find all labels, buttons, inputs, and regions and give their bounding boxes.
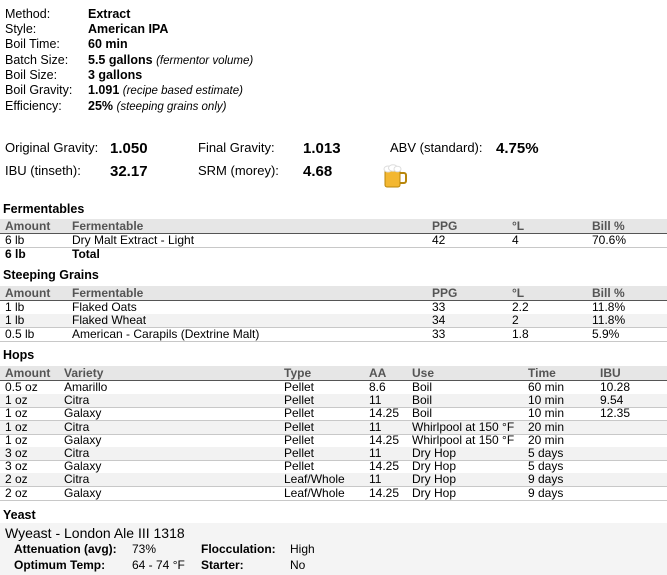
amount-cell: 1 oz	[5, 406, 28, 421]
use-cell: Boil	[412, 393, 433, 408]
table-row	[0, 434, 667, 448]
variety-cell: Amarillo	[64, 380, 108, 394]
og-value: 1.050	[110, 140, 148, 157]
use-cell: Whirlpool at 150 °F	[412, 432, 515, 447]
batch-size-label: Batch Size:	[5, 53, 69, 67]
type-cell: Leaf/Whole	[284, 485, 345, 500]
total-amount: 6 lb	[5, 247, 26, 261]
amount-cell: 1 oz	[5, 393, 28, 408]
col-time: Time	[528, 366, 556, 380]
flocculation-value: High	[290, 542, 315, 556]
ibu-label: IBU (tinseth):	[5, 163, 81, 178]
variety-cell: Galaxy	[64, 459, 102, 474]
use-cell: Dry Hop	[412, 459, 457, 474]
abv-value: 4.75%	[496, 140, 539, 157]
bill-cell: 11.8%	[592, 313, 626, 328]
fg-label: Final Gravity:	[198, 140, 275, 155]
variety-cell: Citra	[64, 446, 90, 460]
table-row	[0, 328, 667, 342]
boil-gravity-label: Boil Gravity:	[5, 83, 73, 97]
type-cell: Pellet	[284, 419, 315, 434]
og-label: Original Gravity:	[5, 140, 99, 155]
aa-cell: 8.6	[369, 380, 386, 394]
aa-cell: 14.25	[369, 406, 400, 421]
use-cell: Whirlpool at 150 °F	[412, 419, 515, 434]
use-cell: Dry Hop	[412, 472, 457, 487]
use-cell: Boil	[412, 380, 433, 394]
steeping-title: Steeping Grains	[3, 268, 99, 282]
total-row	[0, 248, 667, 261]
srm-value: 4.68	[303, 163, 333, 180]
ppg-cell: 33	[432, 300, 446, 314]
fermentable-cell: Flaked Oats	[72, 300, 137, 314]
table-row	[0, 407, 667, 421]
fermentable-cell: Flaked Wheat	[72, 313, 147, 328]
yeast-title: Yeast	[3, 508, 36, 522]
boil-time-value: 60 min	[88, 37, 128, 51]
col-aa: AA	[369, 366, 387, 380]
aa-cell: 14.25	[369, 432, 400, 447]
temp-value: 64 - 74 °F	[132, 558, 185, 572]
ibu-cell: 10.28	[600, 380, 631, 394]
variety-cell: Citra	[64, 393, 90, 408]
col-use: Use	[412, 366, 435, 380]
table-row	[0, 487, 667, 501]
fg-value: 1.013	[303, 140, 341, 157]
efficiency-note: (steeping grains only)	[116, 101, 227, 113]
col-type: Type	[284, 366, 312, 380]
efficiency-value: 25% (steeping grains only)	[88, 99, 227, 113]
fermentable-cell: Dry Malt Extract - Light	[72, 233, 195, 247]
srm-label: SRM (morey):	[198, 163, 279, 178]
col-bill: Bill %	[592, 219, 625, 233]
lovibond-cell: 2.2	[512, 300, 529, 314]
amount-cell: 6 lb	[5, 233, 25, 247]
type-cell: Pellet	[284, 446, 315, 460]
col-ibu: IBU	[600, 366, 621, 380]
time-cell: 60 min	[528, 380, 565, 394]
fermentable-cell: American - Carapils (Dextrine Malt)	[72, 326, 260, 341]
bill-cell: 5.9%	[592, 326, 620, 341]
variety-cell: Galaxy	[64, 432, 102, 447]
time-cell: 10 min	[528, 393, 565, 408]
total-label: Total	[72, 247, 100, 261]
ppg-cell: 33	[432, 326, 446, 341]
batch-size-value: 5.5 gallons (fermentor volume)	[88, 53, 254, 67]
method-value: Extract	[88, 7, 131, 21]
lovibond-cell: 4	[512, 233, 519, 247]
amount-cell: 1 oz	[5, 419, 28, 434]
col-amount: Amount	[5, 286, 51, 300]
type-cell: Pellet	[284, 432, 315, 447]
time-cell: 9 days	[528, 485, 564, 500]
amount-cell: 1 lb	[5, 300, 25, 314]
amount-cell: 1 lb	[5, 313, 25, 328]
type-cell: Pellet	[284, 380, 315, 394]
ibu-cell: 12.35	[600, 406, 631, 421]
time-cell: 5 days	[528, 459, 564, 474]
aa-cell: 11	[369, 393, 382, 408]
fermentables-header	[0, 219, 667, 234]
flocculation-label: Flocculation:	[201, 542, 276, 556]
col-ppg: PPG	[432, 286, 458, 300]
yeast-name: Wyeast - London Ale III 1318	[5, 525, 185, 541]
type-cell: Pellet	[284, 459, 315, 474]
starter-label: Starter:	[201, 558, 244, 572]
time-cell: 5 days	[528, 446, 564, 460]
amount-cell: 2 oz	[5, 472, 28, 487]
attenuation-value: 73%	[132, 542, 157, 556]
col-amount: Amount	[5, 366, 51, 380]
bill-cell: 11.8%	[592, 300, 626, 314]
amount-cell: 0.5 lb	[5, 326, 35, 341]
fermentables-title: Fermentables	[3, 202, 85, 216]
use-cell: Boil	[412, 406, 433, 421]
batch-size-note: (fermentor volume)	[156, 55, 254, 67]
col-fermentable: Fermentable	[72, 219, 144, 233]
col-lovibond: °L	[512, 219, 525, 233]
boil-size-label: Boil Size:	[5, 68, 58, 82]
amount-cell: 2 oz	[5, 485, 28, 500]
ibu-cell: 9.54	[600, 393, 624, 408]
starter-value: No	[290, 558, 306, 572]
time-cell: 20 min	[528, 419, 565, 434]
amount-cell: 3 oz	[5, 459, 28, 474]
table-row	[0, 381, 667, 395]
col-amount: Amount	[5, 219, 51, 233]
lovibond-cell: 2	[512, 313, 519, 328]
col-variety: Variety	[64, 366, 104, 380]
col-ppg: PPG	[432, 219, 458, 233]
bill-cell: 70.6%	[592, 233, 627, 247]
col-bill: Bill %	[592, 286, 625, 300]
use-cell: Dry Hop	[412, 485, 457, 500]
type-cell: Leaf/Whole	[284, 472, 345, 487]
efficiency-label: Efficiency:	[5, 99, 62, 113]
attenuation-label: Attenuation (avg):	[14, 542, 117, 556]
abv-label: ABV (standard):	[390, 140, 483, 155]
aa-cell: 11	[369, 446, 382, 460]
hops-header	[0, 366, 667, 381]
use-cell: Dry Hop	[412, 446, 457, 460]
boil-time-label: Boil Time:	[5, 37, 60, 51]
time-cell: 20 min	[528, 432, 565, 447]
style-value: American IPA	[88, 22, 169, 36]
boil-gravity-value: 1.091 (recipe based estimate)	[88, 83, 243, 97]
temp-label: Optimum Temp:	[14, 558, 106, 572]
time-cell: 9 days	[528, 472, 564, 487]
amount-cell: 1 oz	[5, 432, 28, 447]
boil-gravity-note: (recipe based estimate)	[122, 85, 243, 97]
ppg-cell: 42	[432, 233, 446, 247]
variety-cell: Citra	[64, 419, 90, 434]
col-fermentable: Fermentable	[72, 286, 144, 300]
yeast-panel	[0, 523, 667, 575]
beer-mug-icon	[382, 163, 408, 189]
time-cell: 10 min	[528, 406, 565, 421]
amount-cell: 3 oz	[5, 446, 28, 460]
ibu-value: 32.17	[110, 163, 148, 180]
ppg-cell: 34	[432, 313, 446, 328]
col-lovibond: °L	[512, 286, 525, 300]
variety-cell: Galaxy	[64, 485, 102, 500]
hops-title: Hops	[3, 348, 35, 362]
variety-cell: Citra	[64, 472, 90, 487]
amount-cell: 0.5 oz	[5, 380, 38, 394]
table-row	[0, 234, 667, 248]
lovibond-cell: 1.8	[512, 326, 529, 341]
boil-size-value: 3 gallons	[88, 68, 143, 82]
type-cell: Pellet	[284, 393, 315, 408]
style-label: Style:	[5, 22, 37, 36]
steeping-header	[0, 286, 667, 301]
aa-cell: 14.25	[369, 459, 400, 474]
aa-cell: 11	[369, 472, 382, 487]
aa-cell: 11	[369, 419, 382, 434]
aa-cell: 14.25	[369, 485, 400, 500]
variety-cell: Galaxy	[64, 406, 102, 421]
type-cell: Pellet	[284, 406, 315, 421]
method-label: Method:	[5, 7, 51, 21]
